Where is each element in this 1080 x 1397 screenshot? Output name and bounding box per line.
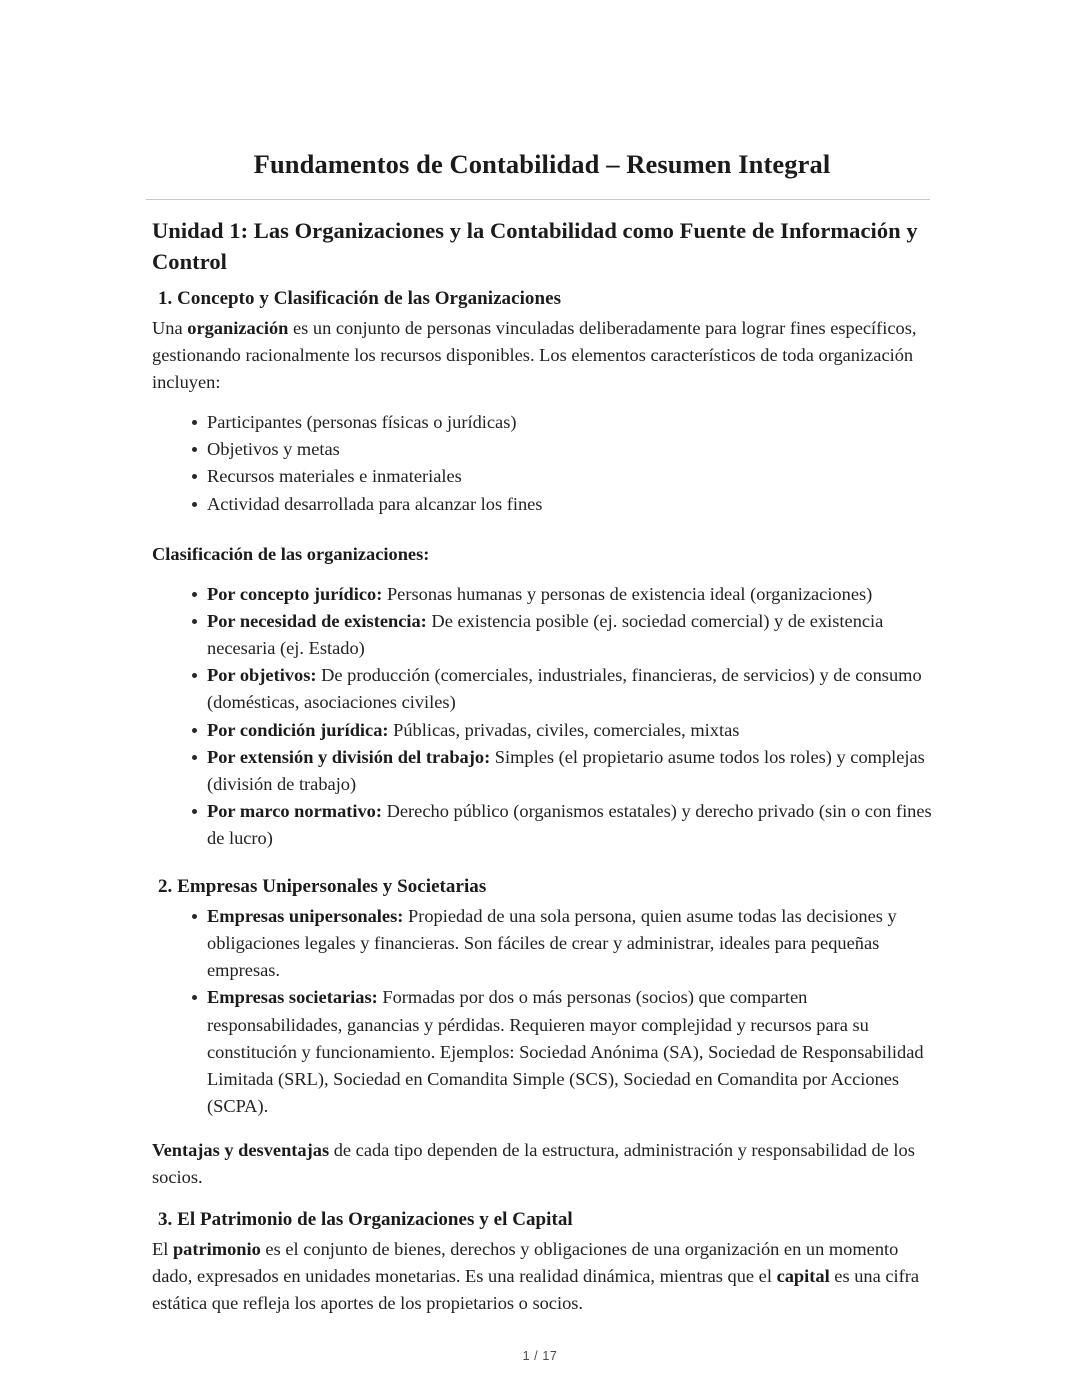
list-item: Actividad desarrollada para alcanzar los fines [152, 491, 932, 518]
list-item: Recursos materiales e inmateriales [152, 463, 932, 490]
closing-text: de cada tipo dependen de la estructura, administración y responsabilidad de los socios. [152, 1140, 915, 1188]
list-item-term: Por objetivos: [207, 665, 317, 686]
list-item-term: Por extensión y división del trabajo: [207, 746, 491, 767]
list-item: Objetivos y metas [152, 436, 932, 463]
page-content [152, 148, 932, 1318]
list-item-text: Personas humanas y personas de existencia ideal (organizaciones) [382, 583, 873, 604]
list-item-text: Formadas por dos o más personas (socios) que comparten responsabilidades, ganancias y pérdidas. Requieren mayor complejidad y recursos para su constitución y funcionamiento. Ejemplos: Sociedad Anónima (SA), Sociedad de Responsabilidad Limitada (SRL), Sociedad en Comandita Simple (SCS), Sociedad en Comandita por Acciones (SCPA). [207, 987, 924, 1116]
section-heading-3: 3. El Patrimonio de las Organizaciones y el Capital [158, 1209, 573, 1231]
paragraph-bold-patrimonio: patrimonio [172, 1239, 261, 1260]
list-item [152, 903, 932, 984]
section-1-intro-paragraph [152, 315, 932, 396]
list-item-term: Empresas societarias: [207, 987, 378, 1008]
list-item [152, 717, 932, 744]
list-item-text: De producción (comerciales, industriales, financieras, de servicios) y de consumo (domésticas, asociaciones civiles) [207, 665, 922, 713]
list-item-text: Propiedad de una sola persona, quien asume todas las decisiones y obligaciones legales y financieras. Son fáciles de crear y administrar, ideales para pequeñas empresas. [207, 906, 897, 981]
paragraph-part-1: El [152, 1239, 173, 1260]
list-item [152, 608, 932, 662]
paragraph-part-3: es una cifra estática que refleja los aportes de los propietarios o socios. [152, 1266, 920, 1314]
list-item-term: Por necesidad de existencia: [207, 611, 427, 632]
section-heading-1: 1. Concepto y Clasificación de las Organizaciones [158, 288, 562, 310]
classification-label: Clasificación de las organizaciones: [152, 543, 430, 564]
intro-bold-term: organización [187, 317, 289, 338]
list-item-text: Simples (el propietario asume todos los roles) y complejas (división de trabajo) [207, 746, 925, 794]
list-item [152, 798, 932, 852]
list-item-term: Por concepto jurídico: [207, 583, 383, 604]
intro-suffix: es un conjunto de personas vinculadas deliberadamente para lograr fines específicos, gestionando racionalmente los recursos disponibles. Los elementos característicos de toda organización incluyen: [152, 317, 917, 393]
document-title: Fundamentos de Contabilidad – Resumen Integral [253, 149, 831, 179]
section-2-closing-paragraph [152, 1137, 932, 1191]
paragraph-part-2: es el conjunto de bienes, derechos y obligaciones de una organización en un momento dado, expresados en unidades monetarias. Es una realidad dinámica, mientras que el [152, 1239, 899, 1287]
paragraph-bold-capital: capital [776, 1266, 830, 1287]
list-item-text: De existencia posible (ej. sociedad comercial) y de existencia necesaria (ej. Estado) [207, 611, 884, 659]
list-item-term: Empresas unipersonales: [207, 906, 404, 926]
list-item [152, 984, 932, 1120]
unit-heading: Unidad 1: Las Organizaciones y la Contabilidad como Fuente de Información y Control [152, 217, 918, 274]
list-item [152, 581, 932, 608]
list-item [152, 662, 932, 716]
list-item-term: Por marco normativo: [207, 801, 383, 822]
company-types-list [152, 903, 932, 1120]
list-item-text: Públicas, privadas, civiles, comerciales, mixtas [388, 719, 740, 740]
section-3-paragraph [152, 1236, 932, 1317]
closing-bold-term: Ventajas y desventajas [152, 1140, 330, 1161]
page-footer [0, 1349, 1080, 1363]
section-heading-2: 2. Empresas Unipersonales y Societarias [158, 876, 487, 898]
page-number: 1 / 17 [522, 1349, 558, 1363]
intro-prefix: Una [152, 317, 188, 338]
classification-list [152, 581, 932, 852]
list-item-text: Derecho público (organismos estatales) y derecho privado (sin o con fines de lucro) [207, 801, 932, 849]
list-item [152, 744, 932, 798]
list-item-term: Por condición jurídica: [207, 719, 389, 740]
organization-elements-list [152, 409, 932, 518]
title-divider [146, 199, 930, 200]
list-item: Participantes (personas físicas o jurídicas) [152, 409, 932, 436]
